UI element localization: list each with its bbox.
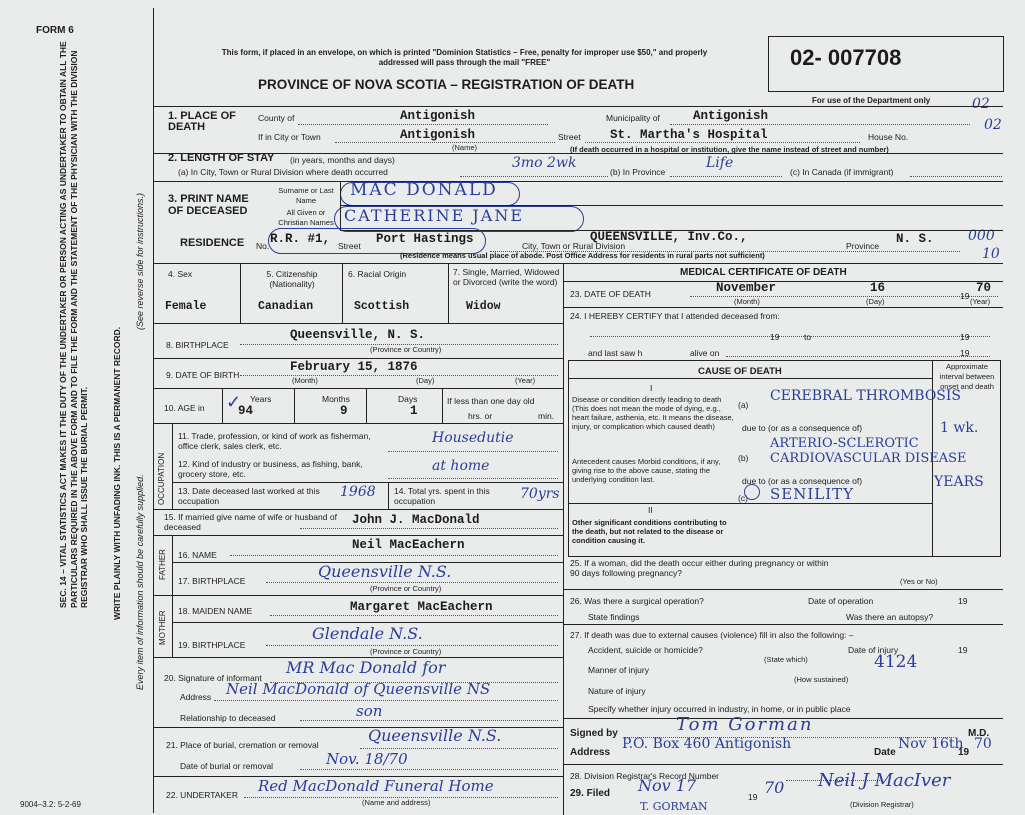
footer-code: 9004–3.2: 5-2-69 — [20, 800, 81, 809]
dots — [266, 645, 558, 646]
cause-b-marker: (b) — [738, 453, 749, 463]
deceased-name-label: 3. PRINT NAME OF DECEASED — [168, 193, 249, 217]
rule — [563, 589, 1003, 590]
residence-rr: R.R. #1, — [270, 232, 331, 246]
certify-label: 24. I HEREBY CERTIFY that I attended deceased from: — [570, 311, 780, 321]
date-year: 70 — [974, 736, 992, 752]
death-date-label: 23. DATE OF DEATH — [570, 289, 651, 299]
rule — [222, 388, 223, 423]
state-which: (State which) — [764, 655, 808, 664]
racial-value: Scottish — [354, 300, 410, 313]
house-label: House No. — [868, 132, 909, 142]
registrar-sub: (Division Registrar) — [850, 800, 914, 809]
column-divider — [563, 263, 564, 815]
certify-19b: 19 — [960, 332, 970, 342]
burial-date: Nov. 18/70 — [326, 750, 408, 768]
citizenship-value: Canadian — [258, 300, 314, 313]
yes-no: (Yes or No) — [900, 577, 938, 586]
q25: 25. If a woman, did the death occur either during pregnancy or within 90 days following pregnancy? — [570, 558, 829, 578]
rule — [563, 764, 1003, 765]
rule — [153, 595, 563, 596]
undertaker-sub: (Name and address) — [362, 798, 431, 807]
sidebar-every: Every item of information should be carefully supplied. — [135, 474, 145, 690]
date-of-op: Date of operation — [808, 596, 874, 606]
rule — [442, 388, 443, 423]
marital-label: 7. Single, Married, Widowed or Divorced (write the word) — [453, 267, 560, 287]
rule — [153, 388, 563, 389]
death-year-prefix: 19 — [960, 291, 970, 301]
under-signature: T. GORMAN — [640, 800, 708, 813]
county-value: Antigonish — [400, 109, 476, 123]
dots — [585, 142, 860, 143]
dept-code-3: 000 — [968, 228, 995, 244]
age-label: 10. AGE in — [164, 403, 205, 413]
filed-19: 19 — [748, 792, 758, 802]
citizenship-label: 5. Citizenship (Nationality) — [266, 269, 318, 289]
rule — [294, 388, 295, 423]
mother-name-label: 18. MAIDEN NAME — [178, 606, 253, 616]
informant-sig: MR Mac Donald for — [286, 658, 446, 677]
industry-value: at home — [432, 458, 490, 474]
racial-label: 6. Racial Origin — [348, 269, 407, 279]
date-injury: Date of injury — [848, 645, 899, 655]
mailing-notice: This form, if placed in an envelope, on which is printed "Dominion Statistics – Free, penalty for improper use $50," and properly addressed will pass through the mail "FREE" — [221, 48, 708, 67]
rule — [240, 263, 241, 323]
given-label: All Given or Christian Names — [278, 208, 334, 227]
alive-19: 19 — [960, 348, 970, 358]
father-bp-sub: (Province or Country) — [370, 584, 442, 593]
last-seen-label: and last saw h — [588, 348, 643, 358]
dots — [590, 336, 990, 337]
accident: Accident, suicide or homicide? — [588, 645, 703, 655]
industry-label: 12. Kind of industry or business, as fishing, bank, grocery store, etc. — [178, 459, 363, 479]
registrar-signature: Neil J MacIver — [818, 770, 951, 791]
stay-b-value: Life — [706, 155, 734, 171]
informant-rel-label: Relationship to deceased — [180, 713, 276, 723]
specify: Specify whether injury occurred in industry, in home, or in public place — [588, 704, 851, 714]
rule — [563, 307, 1003, 308]
signed-value: Tom Gorman — [676, 714, 814, 735]
birthplace-value: Queensville, N. S. — [290, 328, 426, 342]
dots — [388, 478, 558, 479]
due-to-2: due to (or as a consequence of) — [742, 476, 863, 486]
residence-city-label: City, Town or Rural Division — [522, 241, 626, 251]
residence-city: QUEENSVILLE, Inv.Co., — [590, 230, 748, 244]
cause-c-marker: (c) — [738, 493, 748, 503]
undertaker-label: 22. UNDERTAKER — [166, 790, 238, 800]
father-bp-label: 17. BIRTHPLACE — [178, 576, 246, 586]
dots — [670, 176, 782, 177]
rule — [153, 509, 563, 510]
rule — [568, 378, 932, 379]
part-1: I — [650, 383, 653, 393]
dots — [300, 769, 558, 770]
spouse-value: John J. MacDonald — [352, 513, 480, 527]
death-day-sub: (Day) — [866, 297, 885, 306]
death-day: 16 — [870, 281, 886, 295]
dept-code-2: 02 — [984, 117, 1002, 133]
rule — [172, 595, 173, 657]
dots — [270, 615, 558, 616]
surname-circle — [340, 182, 520, 206]
interval-a: 1 wk. — [940, 420, 979, 436]
dots — [266, 582, 558, 583]
rule — [388, 482, 389, 509]
registration-number: 02- 007708 — [790, 45, 902, 70]
age-check: ✓ — [226, 392, 242, 413]
rule — [153, 535, 563, 536]
residence-province-label: Province — [846, 241, 880, 251]
dots — [910, 176, 1002, 177]
dots — [726, 356, 990, 357]
dots — [335, 142, 555, 143]
municipality-label: Municipality of — [606, 113, 660, 123]
death-month: November — [716, 281, 777, 295]
record-number-label: 28. Division Registrar's Record Number — [570, 771, 720, 781]
spouse-label: 15. If married give name of wife or husband of deceased — [164, 512, 337, 532]
dots — [214, 700, 558, 701]
interval-heading: Approximate interval between onset and death — [939, 362, 995, 391]
dob-month: (Month) — [292, 376, 318, 385]
rule — [342, 263, 343, 323]
mother-bp-label: 19. BIRTHPLACE — [178, 640, 246, 650]
cause-c: SENILITY — [770, 485, 855, 503]
stay-a-value: 3mo 2wk — [512, 155, 577, 171]
father-bp: Queensville N.S. — [318, 562, 452, 581]
form-number: FORM 6 — [36, 25, 74, 36]
rule — [153, 727, 563, 728]
rule — [153, 358, 563, 359]
cause-c-circle — [744, 484, 760, 500]
medical-heading: MEDICAL CERTIFICATE OF DEATH — [680, 267, 847, 278]
q26: 26. Was there a surgical operation? — [570, 596, 704, 606]
birthplace-sub: (Province or Country) — [370, 345, 442, 354]
rule — [340, 181, 341, 230]
age-days: 1 — [410, 404, 418, 418]
dots — [230, 555, 558, 556]
burial-place: Queensville N.S. — [368, 726, 502, 745]
form-title: PROVINCE OF NOVA SCOTIA – REGISTRATION OF DEATH — [258, 77, 635, 92]
stay-label: 2. LENGTH OF STAY — [168, 152, 275, 164]
surname-label: Surname or Last Name — [278, 186, 334, 205]
manner: Manner of injury — [588, 665, 649, 675]
address-value: P.O. Box 460 Antigonish — [622, 736, 792, 752]
how-sustained: (How sustained) — [794, 675, 849, 684]
surname-value: MAC DONALD — [350, 180, 498, 200]
occupation-side: OCCUPATION — [157, 452, 166, 505]
part-2: II — [648, 505, 653, 515]
hospital-note: (If death occurred in a hospital or institution, give the name instead of street and number) — [570, 145, 889, 154]
stay-sub: (in years, months and days) — [290, 155, 395, 165]
autopsy: Was there an autopsy? — [846, 612, 934, 622]
trade-label: 11. Trade, profession, or kind of work as fisherman, office clerk, sales clerk, etc. — [178, 431, 371, 451]
place-label: 1. PLACE OF DEATH — [168, 110, 236, 133]
last-worked-value: 1968 — [340, 484, 376, 500]
residence-province: N. S. — [896, 232, 934, 246]
other-label: Other significant conditions contributing to the death, but not related to the disease or condition causing it. — [572, 518, 727, 545]
city-label: If in City or Town — [258, 132, 321, 142]
dots — [388, 451, 558, 452]
dob-value: February 15, 1876 — [290, 360, 418, 374]
rule — [153, 181, 1003, 182]
cause-b: ARTERIO-SCLEROTIC CARDIOVASCULAR DISEASE — [770, 436, 967, 466]
dept-code-1: 02 — [972, 96, 990, 112]
burial-place-label: 21. Place of burial, cremation or removal — [166, 740, 319, 750]
department-use: For use of the Department only — [812, 96, 931, 105]
rule — [153, 423, 563, 424]
rule — [366, 388, 367, 423]
left-border — [153, 8, 154, 813]
rule — [172, 622, 563, 623]
dob-day: (Day) — [416, 376, 435, 385]
disease-label: Disease or condition directly leading to death (This does not mean the mode of dying, e.g., heart failure, asthenia, etc. It means the disease, injury, or complication which caused death) — [572, 395, 734, 431]
mother-side: MOTHER — [158, 610, 167, 645]
rule — [563, 281, 1003, 282]
nature: Nature of injury — [588, 686, 646, 696]
stay-c: (c) In Canada (if immigrant) — [790, 167, 894, 177]
filed-label: 29. Filed — [570, 788, 611, 799]
last-worked-label: 13. Date deceased last worked at this occupation — [178, 486, 320, 506]
father-name: Neil MacEachern — [352, 538, 465, 552]
dots — [300, 720, 558, 721]
dob-label: 9. DATE OF BIRTH — [166, 370, 240, 380]
state-findings: State findings — [588, 612, 640, 622]
op-19: 19 — [958, 596, 968, 606]
mother-name: Margaret MacEachern — [350, 600, 493, 614]
rule — [448, 263, 449, 323]
rule — [172, 423, 173, 509]
undertaker-value: Red MacDonald Funeral Home — [258, 777, 494, 795]
marital-value: Widow — [466, 300, 501, 313]
manner-value: 4124 — [874, 652, 918, 672]
alive-on-label: alive on — [690, 348, 720, 358]
name-sublabel: (Name) — [452, 143, 478, 152]
sidebar-note: (See reverse side for instructions.) — [135, 192, 145, 330]
date-19: 19 — [958, 747, 970, 758]
street-label: Street — [558, 132, 581, 142]
informant-rel: son — [356, 702, 383, 720]
filed-value: Nov 17 — [638, 776, 697, 795]
informant-sig-label: 20. Signature of informant — [164, 673, 262, 683]
dots — [240, 375, 558, 376]
mother-bp: Glendale N.S. — [312, 624, 423, 643]
sex-label: 4. Sex — [168, 269, 193, 279]
city-value: Antigonish — [400, 128, 476, 142]
injury-19: 19 — [958, 645, 968, 655]
age-hrs-label: hrs. or — [468, 411, 493, 421]
age-less-label: If less than one day old — [447, 396, 535, 406]
sex-value: Female — [165, 300, 207, 313]
dots — [360, 748, 558, 749]
rule — [172, 535, 173, 595]
mother-bp-sub: (Province or Country) — [370, 647, 442, 656]
dots — [670, 124, 970, 125]
stay-b: (b) In Province — [610, 167, 666, 177]
rule — [568, 503, 932, 504]
rule — [153, 106, 1003, 107]
rule — [153, 323, 563, 324]
county-label: County of — [258, 113, 295, 123]
total-years-value: 70yrs — [520, 486, 560, 502]
age-years: 94 — [238, 404, 254, 418]
father-side: FATHER — [158, 549, 167, 580]
certify-to: to — [804, 332, 812, 342]
death-year-sub: (Year) — [970, 297, 991, 306]
residence-no-label: No. — [256, 241, 270, 251]
cause-a-marker: (a) — [738, 400, 749, 410]
residence-street-label: Street — [338, 241, 361, 251]
filed-year: 70 — [764, 778, 785, 797]
signed-label: Signed by — [570, 728, 618, 739]
informant-addr: Neil MacDonald of Queensville NS — [226, 680, 491, 698]
sidebar-statute: SEC. 14 – VITAL STATISTICS ACT MAKES IT THE DUTY OF THE UNDERTAKER OR PERSON ACTING AS UNDERTAKER TO OBTAIN ALL THE PARTICULARS REQUIRED IN THE ABOVE FORM AND TO FILE THE FORM AND THE STATEMENT OF THE PHYSICIAN WITH THE DIVISION REGISTRAR WHO SHALL ISSUE THE BURIAL PERMIT. — [58, 41, 89, 608]
age-months-label: Months — [322, 394, 350, 404]
md-label: M.D. — [968, 728, 990, 739]
rule — [172, 482, 563, 483]
dots — [300, 528, 558, 529]
certify-19a: 19 — [770, 332, 780, 342]
rule — [153, 263, 1003, 264]
cause-heading: CAUSE OF DEATH — [698, 366, 782, 377]
age-months: 9 — [340, 404, 348, 418]
residence-note: (Residence means usual place of abode. Post Office Address for residents in rural parts not sufficient) — [400, 251, 765, 260]
total-years-label: 14. Total yrs. spent in this occupation — [394, 486, 490, 506]
given-value: CATHERINE JANE — [344, 206, 525, 225]
rule — [563, 624, 1003, 625]
antecedent-label: Antecedent causes Morbid conditions, if any, giving rise to the above cause, stating the underlying condition last. — [572, 457, 721, 484]
residence-street: Port Hastings — [376, 232, 474, 246]
death-month-sub: (Month) — [734, 297, 760, 306]
dept-code-4: 10 — [982, 246, 1000, 262]
death-year: 70 — [976, 281, 992, 295]
father-name-label: 16. NAME — [178, 550, 217, 560]
residence-label: RESIDENCE — [180, 237, 245, 249]
address-label: Address — [570, 747, 611, 758]
rule — [153, 153, 1003, 154]
cause-a: CEREBRAL THROMBOSIS — [770, 388, 962, 404]
trade-value: Housedutie — [432, 430, 514, 446]
interval-c: YEARS — [934, 474, 984, 490]
dots — [460, 176, 608, 177]
date-label: Date — [874, 747, 896, 758]
dots — [298, 124, 548, 125]
age-min-label: min. — [538, 411, 555, 421]
birthplace-label: 8. BIRTHPLACE — [166, 340, 229, 350]
date-value: Nov 16th — [898, 736, 964, 752]
age-years-label: Years — [250, 394, 272, 404]
stay-a: (a) In City, Town or Rural Division where death occurred — [178, 167, 388, 177]
dob-year: (Year) — [515, 376, 536, 385]
burial-date-label: Date of burial or removal — [180, 761, 274, 771]
municipality-value: Antigonish — [693, 109, 769, 123]
street-value: St. Martha's Hospital — [610, 128, 768, 142]
sidebar-write: WRITE PLAINLY WITH UNFADING INK. THIS IS A PERMANENT RECORD. — [112, 326, 122, 620]
informant-addr-label: Address — [180, 692, 212, 702]
q27: 27. If death was due to external causes (violence) fill in also the following: – — [570, 630, 854, 640]
due-to-1: due to (or as a consequence of) — [742, 423, 863, 433]
age-days-label: Days — [398, 394, 418, 404]
